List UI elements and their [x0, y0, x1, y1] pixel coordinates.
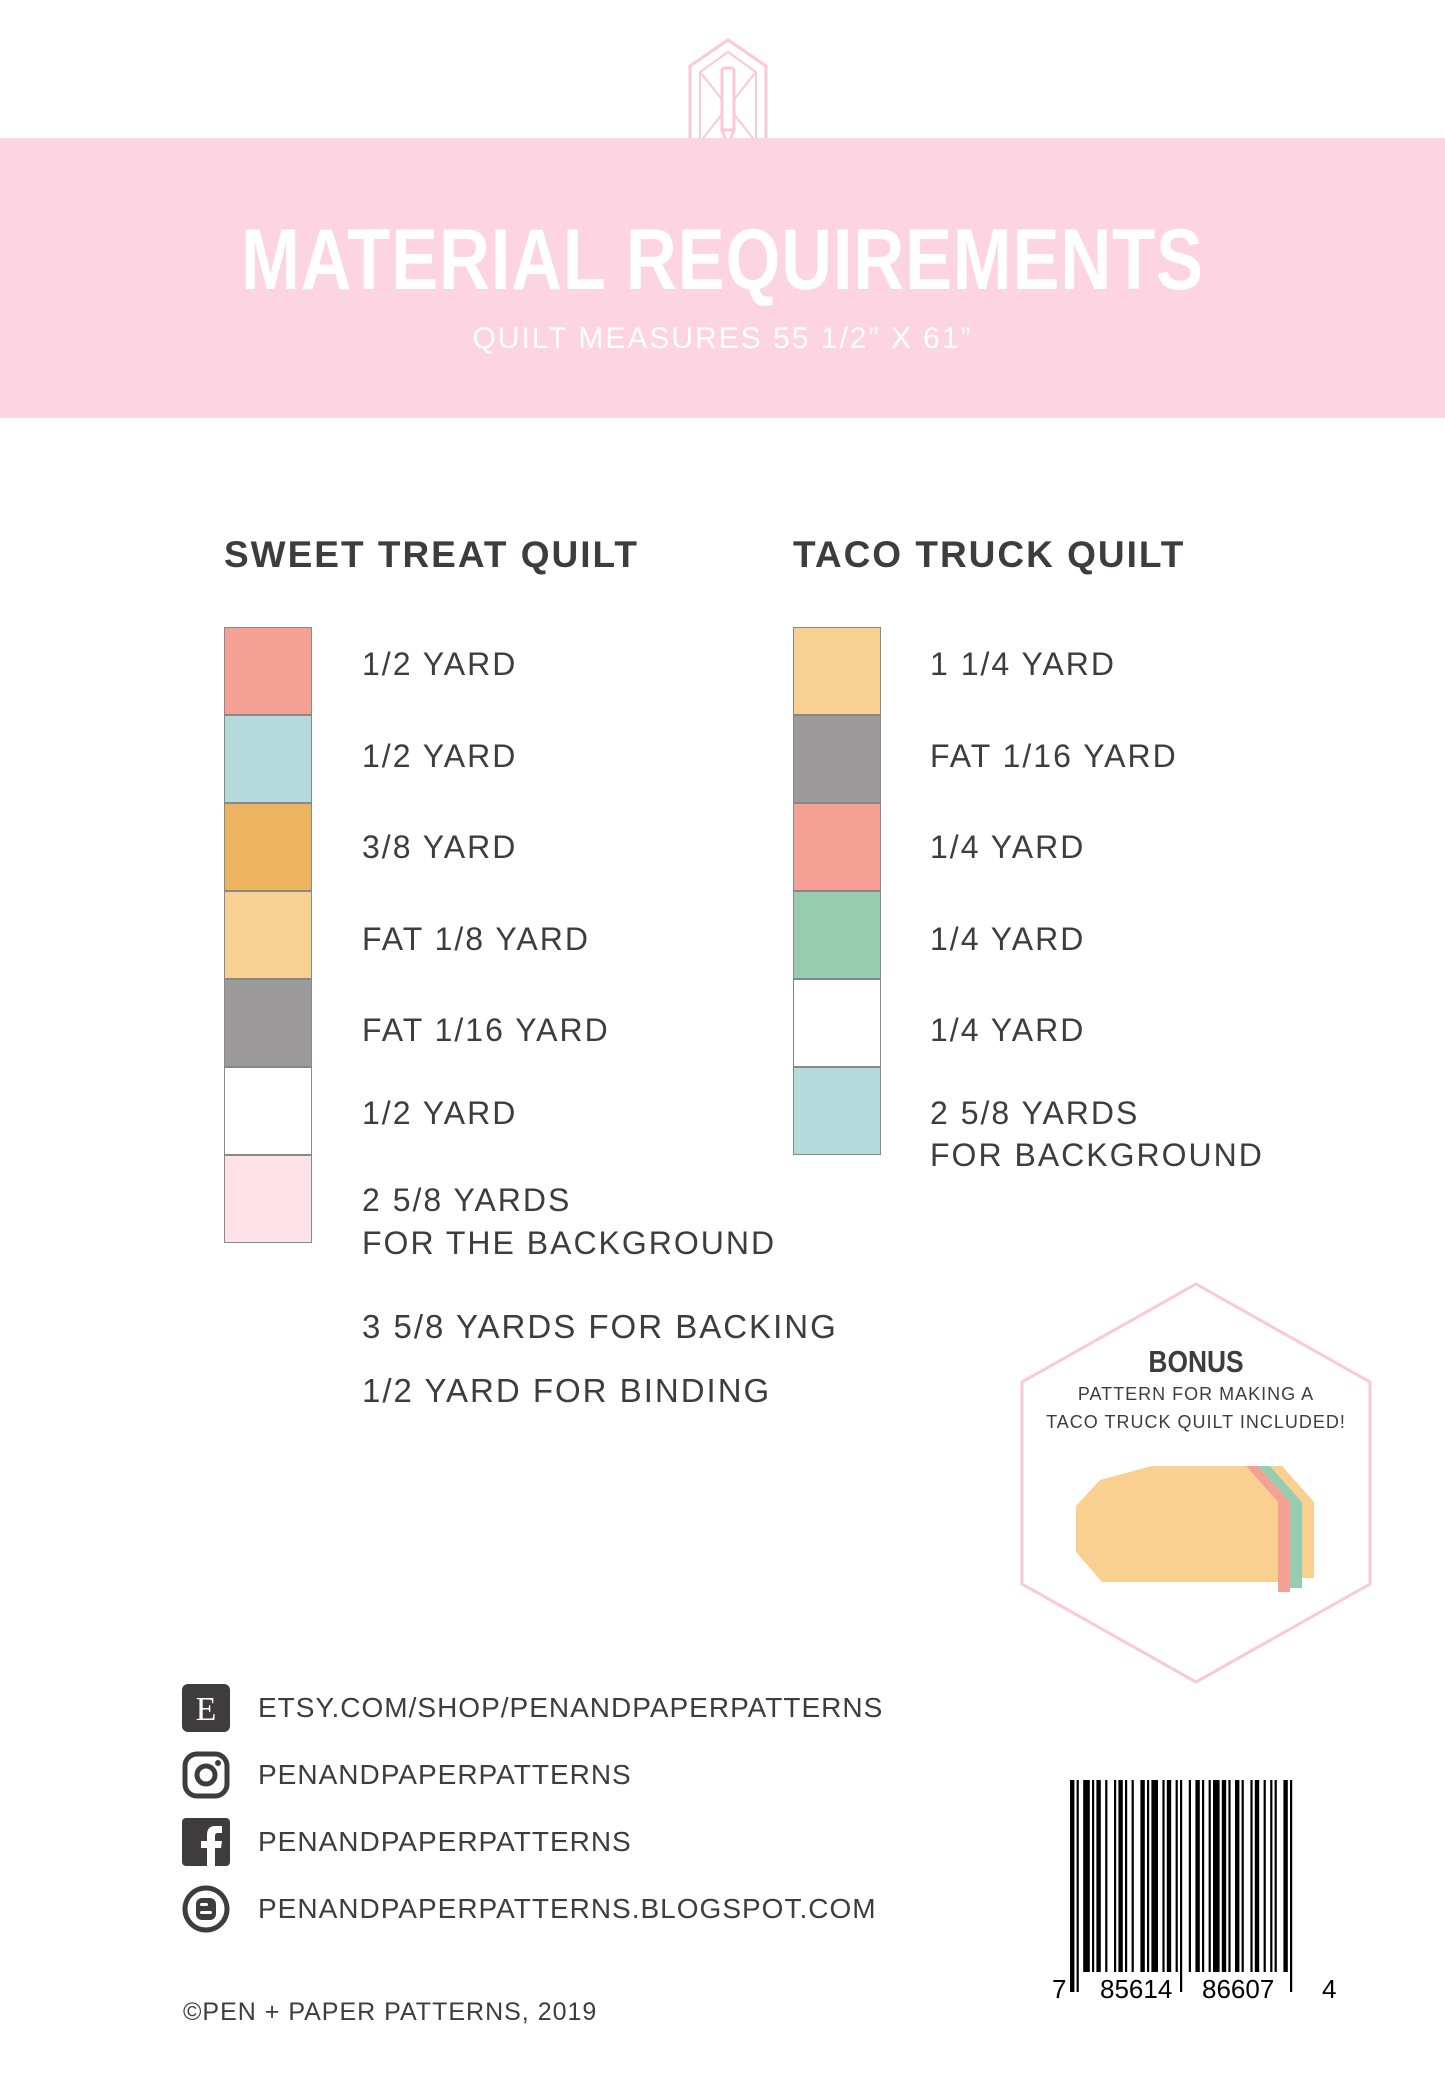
fabric-amount: 1/2 YARD: [362, 1095, 518, 1131]
facebook-icon: [182, 1818, 230, 1866]
taco-truck-title: TACO TRUCK QUILT: [793, 534, 1186, 575]
fabric-amount: FAT 1/16 YARD: [362, 1012, 610, 1048]
contact-instagram[interactable]: PENANDPAPERPATTERNS: [258, 1759, 632, 1790]
etsy-icon: [182, 1684, 230, 1732]
bonus-text-line-1: PATTERN FOR MAKING A: [1077, 1384, 1315, 1404]
fabric-amount: 1/4 YARD: [930, 1012, 1086, 1048]
binding-amount: 1/2 YARD FOR BINDING: [362, 1372, 772, 1409]
fabric-swatch: [224, 627, 312, 715]
fabric-swatch: [224, 715, 312, 803]
fabric-amount: 2 5/8 YARDS: [930, 1095, 1140, 1131]
fabric-swatch: [224, 891, 312, 979]
fabric-amount: 3/8 YARD: [362, 829, 518, 865]
backing-amount: 3 5/8 YARDS FOR BACKING: [362, 1308, 838, 1345]
blogger-icon: [182, 1885, 230, 1933]
svg-text:E: E: [195, 1691, 217, 1728]
barcode-group-1: 85614: [1100, 1974, 1173, 2004]
fabric-swatch: [793, 627, 881, 715]
fabric-amount: FAT 1/16 YARD: [930, 738, 1178, 774]
barcode-digit-1: 7: [1052, 1974, 1067, 2004]
fabric-amount: 1/2 YARD: [362, 738, 518, 774]
instagram-icon: [182, 1751, 230, 1799]
barcode-digit-2: 4: [1322, 1974, 1337, 2004]
fabric-amount: 1/2 YARD: [362, 646, 518, 682]
page-subtitle: QUILT MEASURES 55 1/2” X 61”: [472, 322, 973, 355]
taco-truck-icon: [1076, 1466, 1314, 1592]
page-title: MATERIAL REQUIREMENTS: [241, 212, 1204, 308]
contact-blog[interactable]: PENANDPAPERPATTERNS.BLOGSPOT.COM: [258, 1893, 877, 1924]
fabric-amount: 1 1/4 YARD: [930, 646, 1117, 682]
fabric-amount-note: FOR THE BACKGROUND: [362, 1225, 777, 1261]
fabric-swatch: [793, 715, 881, 803]
barcode-icon: [1050, 1780, 1350, 2004]
sweet-treat-list: [224, 627, 824, 1261]
fabric-swatch: [224, 803, 312, 891]
contact-etsy[interactable]: ETSY.COM/SHOP/PENANDPAPERPATTERNS: [258, 1692, 884, 1723]
fabric-swatch: [224, 979, 312, 1067]
taco-truck-list: [793, 627, 1393, 1187]
bonus-text-line-2: TACO TRUCK QUILT INCLUDED!: [1046, 1412, 1346, 1432]
fabric-amount: 1/4 YARD: [930, 829, 1086, 865]
fabric-swatch: [793, 803, 881, 891]
barcode-group-2: 86607: [1202, 1974, 1275, 2004]
fabric-swatch: [224, 1155, 312, 1243]
copyright: ©PEN + PAPER PATTERNS, 2019: [183, 1998, 598, 2026]
fabric-amount-note: FOR BACKGROUND: [930, 1137, 1264, 1173]
fabric-swatch: [793, 979, 881, 1067]
fabric-amount: 1/4 YARD: [930, 921, 1086, 957]
sweet-treat-title: SWEET TREAT QUILT: [224, 534, 639, 575]
contact-facebook[interactable]: PENANDPAPERPATTERNS: [258, 1826, 632, 1857]
fabric-amount: FAT 1/8 YARD: [362, 921, 590, 957]
fabric-swatch: [793, 1067, 881, 1155]
bonus-badge: [1020, 1282, 1372, 1684]
fabric-swatch: [224, 1067, 312, 1155]
fabric-swatch: [793, 891, 881, 979]
fabric-amount: 2 5/8 YARDS: [362, 1182, 572, 1218]
bonus-title: BONUS: [1148, 1344, 1244, 1379]
